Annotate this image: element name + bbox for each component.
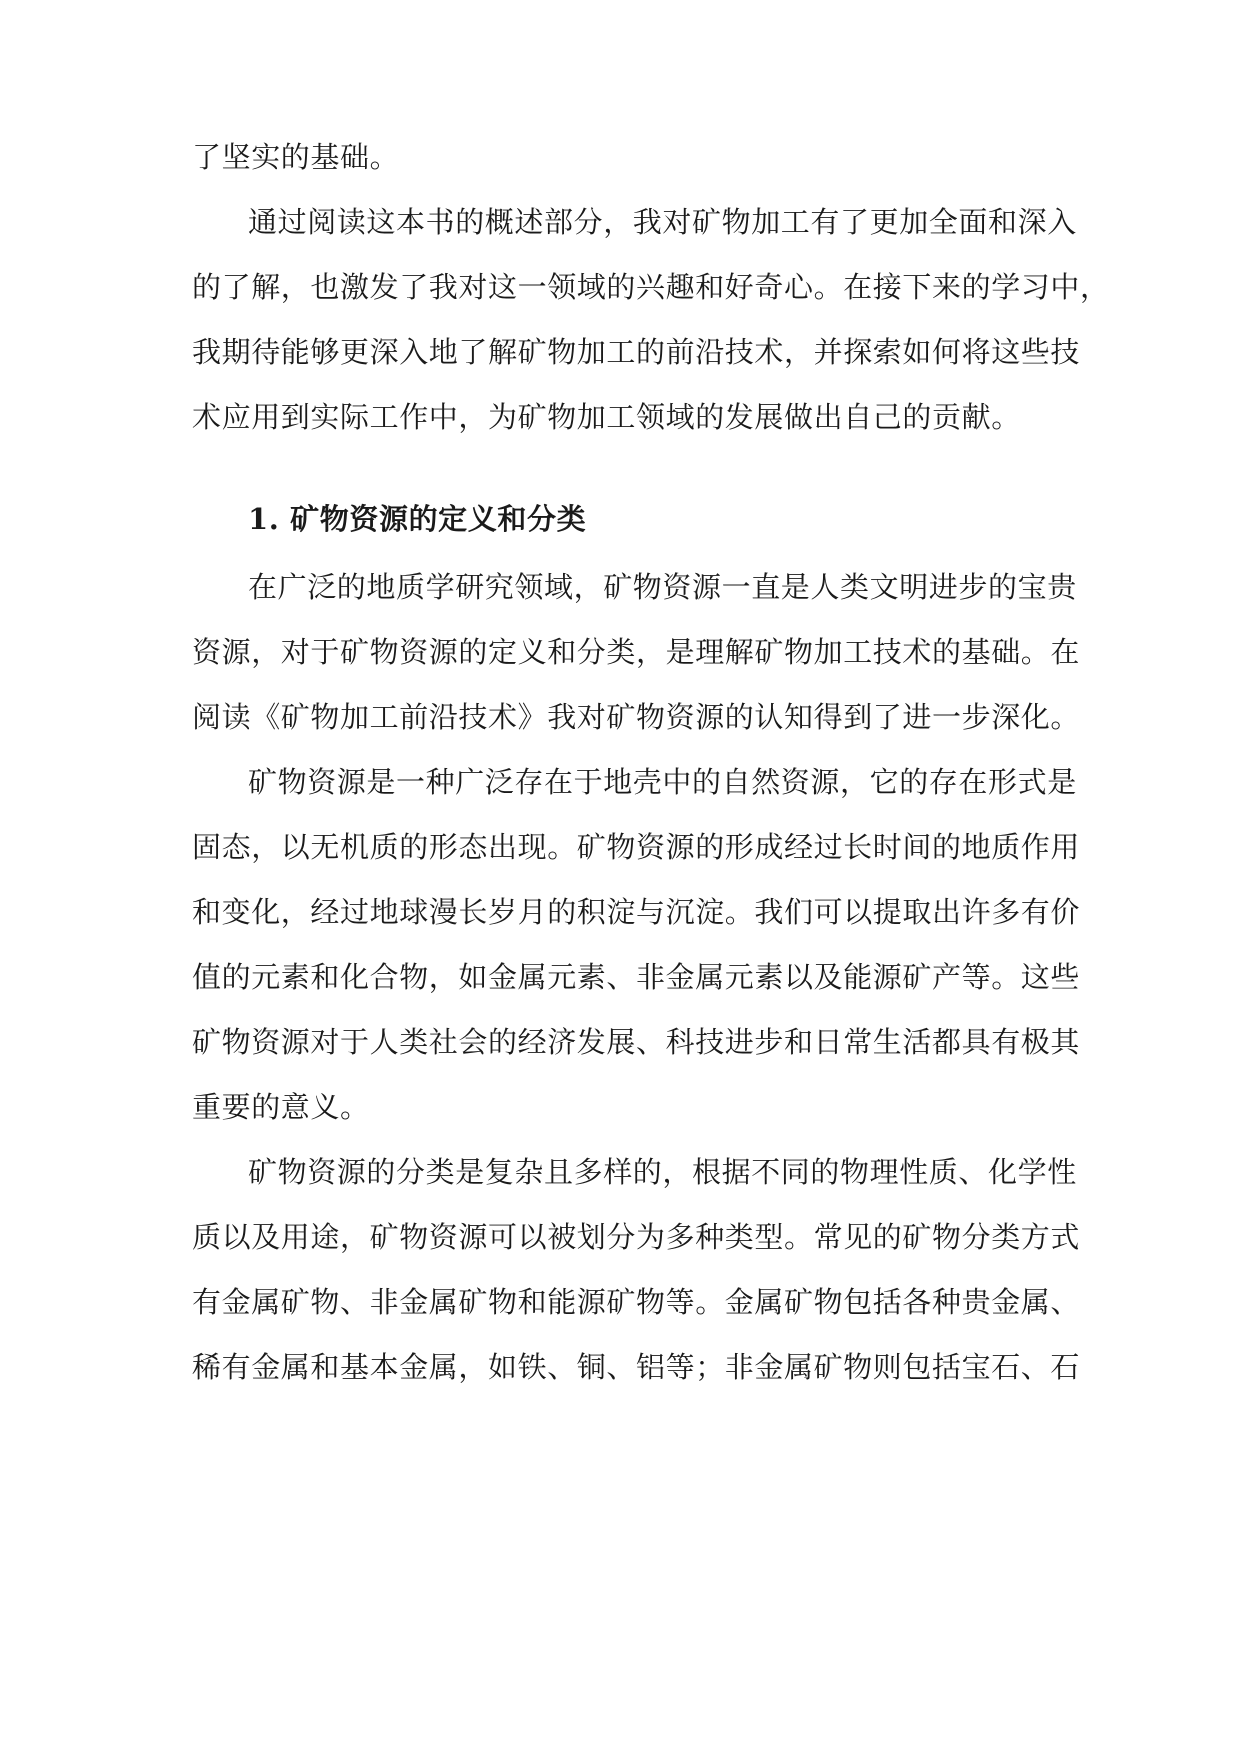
text-line: 有金属矿物、非金属矿物和能源矿物等。金属矿物包括各种贵金属、 — [192, 1285, 1081, 1319]
paragraph-first-line: 通过阅读这本书的概述部分，我对矿物加工有了更加全面和深入 — [248, 205, 1077, 239]
text-line: 阅读《矿物加工前沿技术》我对矿物资源的认知得到了进一步深化。 — [192, 700, 1081, 734]
text-line: 我期待能够更深入地了解矿物加工的前沿技术，并探索如何将这些技 — [192, 335, 1081, 369]
text-line: 了坚实的基础。 — [192, 140, 400, 174]
paragraph-first-line: 在广泛的地质学研究领域，矿物资源一直是人类文明进步的宝贵 — [248, 570, 1077, 604]
text-line: 资源，对于矿物资源的定义和分类，是理解矿物加工技术的基础。在 — [192, 635, 1081, 669]
text-line: 矿物资源对于人类社会的经济发展、科技进步和日常生活都具有极其 — [192, 1025, 1081, 1059]
section-heading: 1. 矿物资源的定义和分类 — [248, 502, 587, 536]
text-line: 的了解，也激发了我对这一领域的兴趣和好奇心。在接下来的学习中， — [192, 270, 1110, 304]
text-line: 固态，以无机质的形态出现。矿物资源的形成经过长时间的地质作用 — [192, 830, 1081, 864]
paragraph-first-line: 矿物资源的分类是复杂且多样的，根据不同的物理性质、化学性 — [248, 1155, 1077, 1189]
text-line: 值的元素和化合物，如金属元素、非金属元素以及能源矿产等。这些 — [192, 960, 1081, 994]
text-line: 和变化，经过地球漫长岁月的积淀与沉淀。我们可以提取出许多有价 — [192, 895, 1081, 929]
text-line: 质以及用途，矿物资源可以被划分为多种类型。常见的矿物分类方式 — [192, 1220, 1081, 1254]
text-line: 稀有金属和基本金属，如铁、铜、铝等；非金属矿物则包括宝石、石 — [192, 1350, 1081, 1384]
paragraph-first-line: 矿物资源是一种广泛存在于地壳中的自然资源，它的存在形式是 — [248, 765, 1077, 799]
text-line: 重要的意义。 — [192, 1090, 370, 1124]
text-line: 术应用到实际工作中，为矿物加工领域的发展做出自己的贡献。 — [192, 400, 1021, 434]
